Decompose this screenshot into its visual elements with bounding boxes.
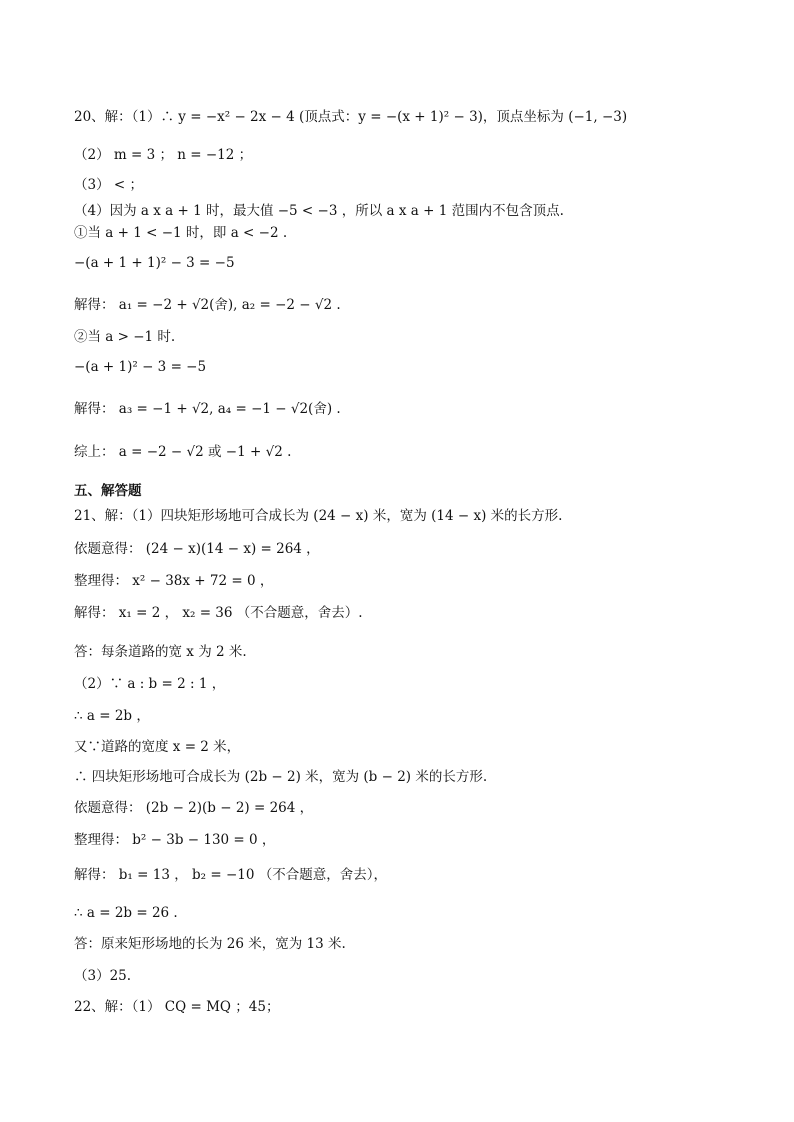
q21-solve-line: 解得： x₁ = 2 ， x₂ = 36 （不合题意，舍去）. — [74, 605, 363, 621]
q21-part3-line: （3）25. — [74, 968, 132, 984]
q21-answer-line: 答：每条道路的宽 x 为 2 米. — [74, 644, 247, 660]
q20-part1-line: 20、解：（1）∴ y = −x² − 2x − 4 (顶点式：y = −(x + 1)² − 3)，顶点坐标为 (−1, −3) — [74, 109, 628, 125]
q21-solve2-line: 解得： b₁ = 13 ， b₂ = −10 （不合题意，舍去）， — [74, 867, 387, 883]
q21-width-line: 又∵道路的宽度 x = 2 米， — [74, 739, 241, 755]
q21-part1-line: 21、解：（1）四块矩形场地可合成长为 (24 − x) 米，宽为 (14 − x) 米的长方形. — [74, 508, 563, 524]
case1-equation: −(a + 1 + 1)² − 3 = −5 — [74, 255, 235, 271]
q20-part2-line: （2） m = 3 ； n = −12 ； — [74, 147, 253, 163]
case1-line: ①当 a + 1 < −1 时，即 a < −2 . — [74, 225, 288, 241]
case1-solution: 解得： a₁ = −2 + √2(舍), a₂ = −2 − √2 . — [74, 297, 341, 313]
q21-a-value-line: ∴ a = 2b = 26 . — [74, 905, 178, 921]
q21-simplify2-line: 整理得： b² − 3b − 130 = 0 ， — [74, 832, 276, 848]
case2-equation: −(a + 1)² − 3 = −5 — [74, 359, 207, 375]
section-heading: 五、解答题 — [74, 483, 142, 499]
q21-part2-line: （2）∵ a : b = 2 : 1 ， — [74, 676, 226, 692]
q20-conclusion: 综上： a = −2 − √2 或 −1 + √2 . — [74, 444, 292, 460]
q21-equation2-line: 依题意得： (2b − 2)(b − 2) = 264 ， — [74, 800, 314, 816]
q21-equation-line: 依题意得： (24 − x)(14 − x) = 264 ， — [74, 541, 320, 557]
q20-part4-line: （4）因为 a x a + 1 时，最大值 −5 < −3 ，所以 a x a + 1 范围内不包含顶点. — [74, 203, 564, 219]
q21-answer2-line: 答：原来矩形场地的长为 26 米，宽为 13 米. — [74, 936, 346, 952]
q22-line: 22、解：（1） CQ = MQ ；45； — [74, 999, 280, 1015]
q21-a-equals-line: ∴ a = 2b ， — [74, 708, 150, 724]
q21-simplify-line: 整理得： x² − 38x + 72 = 0 ， — [74, 573, 274, 589]
q21-rect-line: ∴ 四块矩形场地可合成长为 (2b − 2) 米，宽为 (b − 2) 米的长方形. — [74, 769, 488, 785]
q20-part3-line: （3） < ； — [74, 177, 143, 193]
case2-solution: 解得： a₃ = −1 + √2, a₄ = −1 − √2(舍) . — [74, 401, 341, 417]
case2-line: ②当 a > −1 时. — [74, 329, 176, 345]
